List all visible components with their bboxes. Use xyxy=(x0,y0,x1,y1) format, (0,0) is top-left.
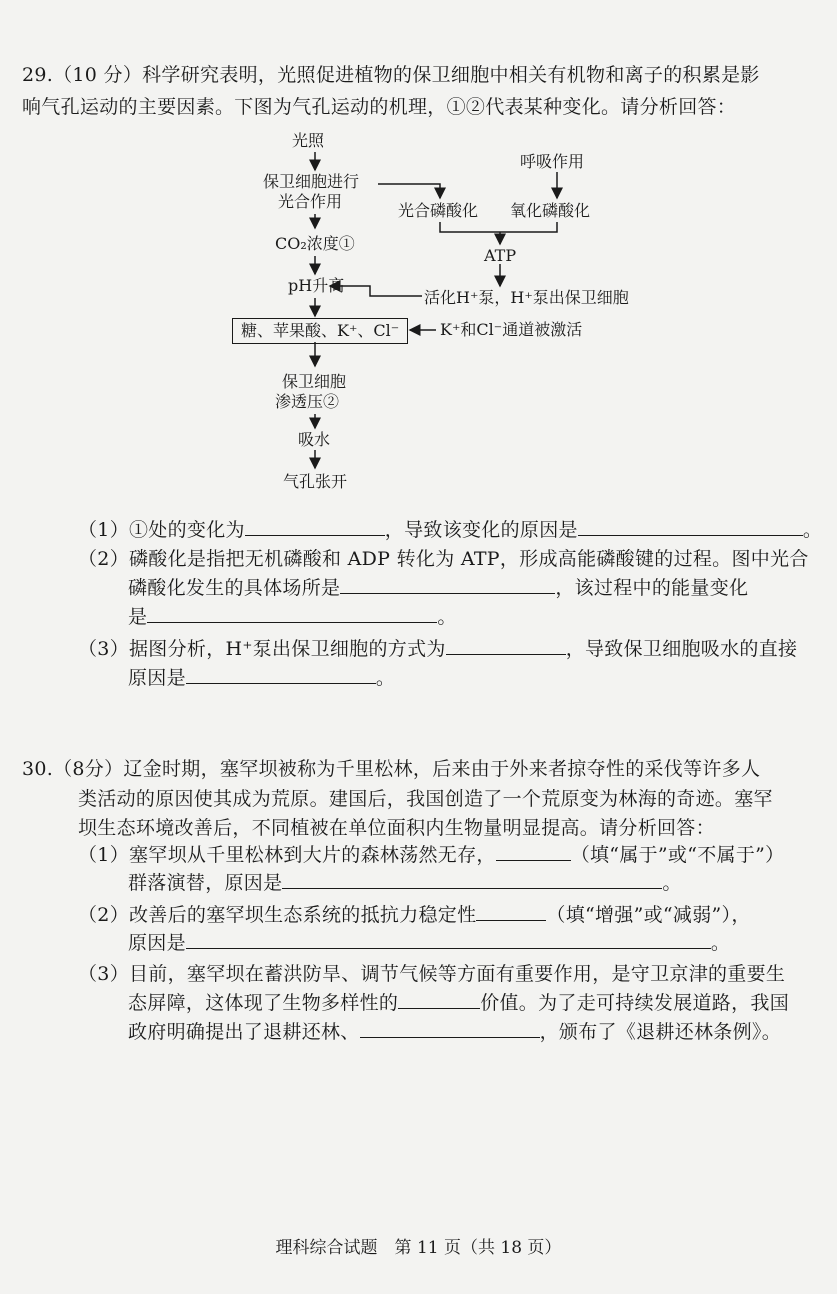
q29-sub3-text-c: 原因是 xyxy=(128,667,186,689)
diagram-respiration: 呼吸作用 xyxy=(520,152,585,171)
q30-sub3-line1: （3）目前，塞罕坝在蓄洪防旱、调节气候等方面有重要作用，是守卫京津的重要生 xyxy=(78,963,786,985)
q29-sub1-text-b: ，导致该变化的原因是 xyxy=(384,519,578,541)
q30-sub2-line2 xyxy=(128,930,822,956)
diagram-osmotic-line2: 渗透压② xyxy=(275,392,340,411)
q29-sub1-text-a: （1）①处的变化为 xyxy=(78,519,245,541)
diagram-light: 光照 xyxy=(292,131,325,150)
q30-sub1-text-c: 群落演替，原因是 xyxy=(128,872,283,894)
q30-sub3-text-c: 政府明确提出了退耕还林、 xyxy=(128,1021,360,1043)
q30-sub2-line1 xyxy=(78,902,822,928)
q29-sub3-line2 xyxy=(128,665,822,691)
q30-sub3-text-a: 态屏障，这体现了生物多样性的 xyxy=(128,992,399,1014)
q30-sub1-blank2[interactable] xyxy=(282,870,662,889)
q29-sub3-blank2[interactable] xyxy=(186,665,376,684)
q30-intro-line1: 30.（8分）辽金时期，塞罕坝被称为千里松林，后来由于外来者掠夺性的采伐等许多人 xyxy=(22,758,761,780)
q30-sub1-blank1[interactable] xyxy=(496,842,571,861)
q29-sub2-text-d: 。 xyxy=(437,606,457,628)
q30-sub1-text-d: 。 xyxy=(662,872,682,894)
q30-sub3-text-b: 价值。为了走可持续发展道路，我国 xyxy=(480,992,790,1014)
diagram-osmotic-line1: 保卫细胞 xyxy=(282,372,347,391)
q29-sub2-text-c: 是 xyxy=(128,606,148,628)
q29-intro-line1: 29.（10 分）科学研究表明，光照促进植物的保卫细胞中相关有机物和离子的积累是影 xyxy=(22,64,760,86)
diagram-pump: 活化H⁺泵，H⁺泵出保卫细胞 xyxy=(424,288,629,307)
q29-sub2-line2 xyxy=(128,575,822,601)
q29-sub2-blank2[interactable] xyxy=(147,604,437,623)
diagram-oxidative-phosphorylation: 氧化磷酸化 xyxy=(510,201,591,220)
q29-sub2-blank1[interactable] xyxy=(340,575,555,594)
diagram-accumulation-box: 糖、苹果酸、K⁺、Cl⁻ xyxy=(232,318,408,344)
page-footer: 理科综合试题 第 11 页（共 18 页） xyxy=(275,1238,562,1258)
q29-sub1 xyxy=(78,517,822,543)
stomata-mechanism-diagram xyxy=(0,0,837,520)
q30-sub1-text-b: （填“属于”或“不属于”） xyxy=(570,844,785,866)
q30-sub2-blank1[interactable] xyxy=(476,902,546,921)
diagram-stoma-open: 气孔张开 xyxy=(283,472,348,491)
q29-sub3-text-b: ，导致保卫细胞吸水的直接 xyxy=(565,638,798,660)
diagram-arrows xyxy=(0,0,837,520)
q29-sub3-text-a: （3）据图分析，H⁺泵出保卫细胞的方式为 xyxy=(78,638,446,660)
diagram-co2: CO₂浓度① xyxy=(275,234,355,253)
q29-sub2-text-b: ，该过程中的能量变化 xyxy=(555,577,749,599)
diagram-atp: ATP xyxy=(484,246,517,265)
diagram-photophosphorylation: 光合磷酸化 xyxy=(398,201,479,220)
q30-sub2-text-d: 。 xyxy=(710,932,731,954)
q29-sub1-text-c: 。 xyxy=(802,519,823,541)
q30-sub2-text-a: （2）改善后的塞罕坝生态系统的抵抗力稳定性 xyxy=(78,904,477,926)
q29-sub1-blank2[interactable] xyxy=(578,517,803,536)
q29-sub3-text-d: 。 xyxy=(375,667,396,689)
q30-sub3-line3 xyxy=(128,1019,822,1045)
q30-intro-line3: 坝生态环境改善后，不同植被在单位面积内生物量明显提高。请分析回答： xyxy=(78,817,715,839)
q30-sub2-text-c: 原因是 xyxy=(128,932,186,954)
q29-sub2-line3 xyxy=(128,604,822,630)
diagram-photosynthesis-line2: 光合作用 xyxy=(278,192,343,211)
q30-sub1-text-a: （1）塞罕坝从千里松林到大片的森林荡然无存， xyxy=(78,844,496,866)
q29-sub2-text-a: 磷酸化发生的具体场所是 xyxy=(128,577,341,599)
diagram-channels: K⁺和Cl⁻通道被激活 xyxy=(440,320,583,339)
q29-sub1-blank1[interactable] xyxy=(245,517,385,536)
q29-sub3-blank1[interactable] xyxy=(446,636,566,655)
q30-sub2-blank2[interactable] xyxy=(186,930,711,949)
diagram-water-uptake: 吸水 xyxy=(298,430,331,449)
q29-sub3-line1 xyxy=(78,636,822,662)
q30-intro-line2: 类活动的原因使其成为荒原。建国后，我国创造了一个荒原变为林海的奇迹。塞罕 xyxy=(78,788,773,810)
q30-sub3-blank1[interactable] xyxy=(398,990,480,1009)
q30-sub1-line2 xyxy=(128,870,822,896)
q29-intro-line2: 响气孔运动的主要因素。下图为气孔运动的机理，①②代表某种变化。请分析回答： xyxy=(22,96,737,118)
q30-sub1-line1 xyxy=(78,842,822,868)
q30-sub3-line2 xyxy=(128,990,822,1016)
q30-sub3-text-d: ，颁布了《退耕还林条例》。 xyxy=(539,1021,782,1043)
diagram-photosynthesis-line1: 保卫细胞进行 xyxy=(263,172,360,191)
diagram-ph: pH升高 xyxy=(288,276,345,295)
q29-sub2-line1: （2）磷酸化是指把无机磷酸和 ADP 转化为 ATP，形成高能磷酸键的过程。图中光合 xyxy=(78,548,809,570)
q30-sub2-text-b: （填“增强”或“减弱”）， xyxy=(546,904,751,926)
q30-sub3-blank2[interactable] xyxy=(360,1019,540,1038)
